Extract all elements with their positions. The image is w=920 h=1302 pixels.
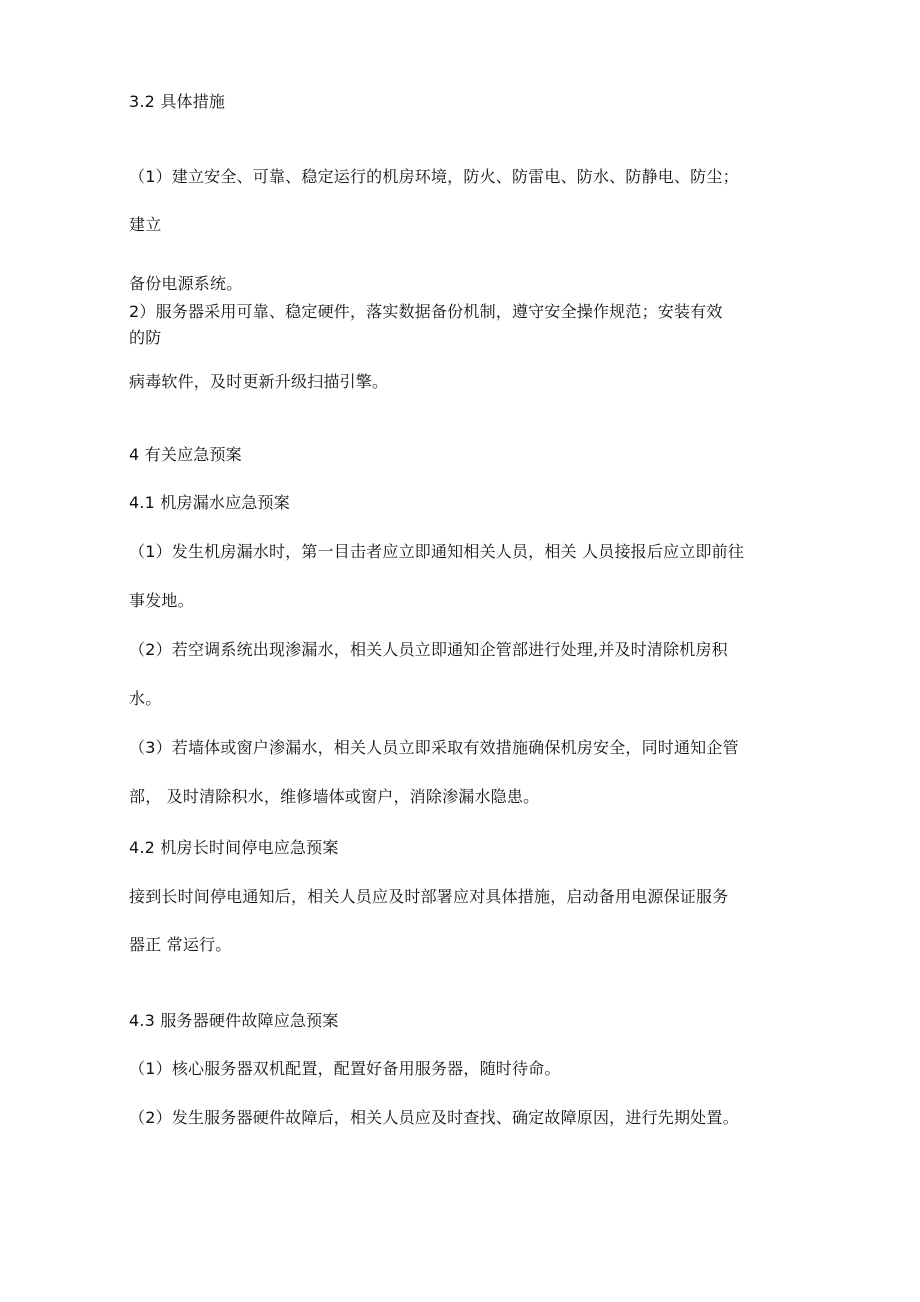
paragraph-line: 器正 常运行。 [129, 935, 232, 954]
paragraph-line: （1）核心服务器双机配置，配置好备用服务器，随时待命。 [129, 1059, 561, 1078]
section-heading: 3.2 具体措施 [129, 92, 226, 111]
paragraph-line: 水。 [129, 689, 162, 708]
paragraph-line: 事发地。 [129, 591, 194, 610]
section-heading: 4 有关应急预案 [129, 445, 242, 464]
paragraph-line: （1）发生机房漏水时，第一目击者应立即通知相关人员，相关 人员接报后应立即前往 [129, 542, 745, 561]
paragraph-line: 备份电源系统。 [129, 274, 243, 293]
paragraph-line: 2）服务器采用可靠、稳定硬件，落实数据备份机制，遵守安全操作规范；安装有效 [129, 302, 723, 321]
paragraph-line: 部， 及时清除积水，维修墙体或窗户，消除渗漏水隐患。 [129, 787, 540, 806]
paragraph-line: （1）建立安全、可靠、稳定运行的机房环境，防火、防雷电、防水、防静电、防尘； [129, 167, 739, 186]
paragraph-line: （3）若墙体或窗户渗漏水，相关人员立即采取有效措施确保机房安全，同时通知企管 [129, 738, 739, 757]
paragraph-line: 接到长时间停电通知后，相关人员应及时部署应对具体措施，启动备用电源保证服务 [129, 887, 729, 906]
paragraph-line: 的防 [129, 328, 162, 347]
section-heading: 4.3 服务器硬件故障应急预案 [129, 1011, 339, 1030]
paragraph-line: （2）发生服务器硬件故障后，相关人员应及时查找、确定故障原因，进行先期处置。 [129, 1108, 739, 1127]
paragraph-line: 病毒软件，及时更新升级扫描引擎。 [129, 372, 389, 391]
paragraph-line: 建立 [129, 215, 162, 234]
section-heading: 4.1 机房漏水应急预案 [129, 493, 290, 512]
section-heading: 4.2 机房长时间停电应急预案 [129, 838, 339, 857]
paragraph-line: （2）若空调系统出现渗漏水，相关人员立即通知企管部进行处理,并及时清除机房积 [129, 640, 728, 659]
